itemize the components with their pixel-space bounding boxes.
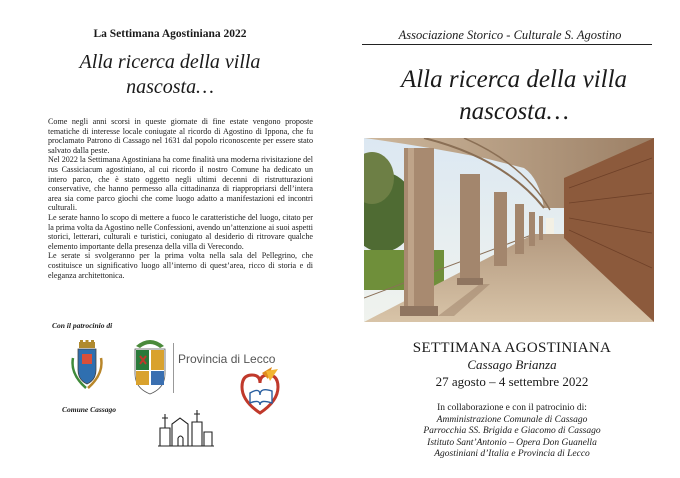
left-title-line2: nascosta… [126,76,214,98]
body-paragraph: Come negli anni scorsi in queste giornate di fine estate vengono proposte tematiche di interesse locale coniugate al ricordo di Agostino di Ippona, che fu proclamato Patrono di Cassago nel 1631 dal popolo riconoscente per essere stato salvato dalla peste. [48,117,313,155]
collab-line: Istituto Sant’Antonio – Opera Don Guanella [427,437,597,448]
right-title-line2: nascosta… [459,98,569,125]
right-title [364,64,664,128]
event-place: Cassago Brianza [467,357,557,372]
association-header: Associazione Storico - Culturale S. Agostino [398,28,622,42]
provincia-divider [173,343,174,393]
church-drawing-icon [156,408,216,448]
collab-line: Amministrazione Comunale di Cassago [436,414,588,425]
body-paragraph: Le serate si svolgeranno per la prima volta nella sala del Pellegrino, che costituisce un significativo luogo all’interno di quest’area, ricco di storia e di eleganza architettonica. [48,251,313,280]
event-dates: 27 agosto – 4 settembre 2022 [435,374,589,389]
patronage-label: Con il patrocinio di [52,321,113,330]
collab-line: Agostiniani d’Italia e Provincia di Lecco [434,449,590,459]
left-body-text [48,117,313,280]
body-paragraph: Le serate hanno lo scopo di mettere a fuoco le caratteristiche del luogo, citato per la prima volta da Agostino nelle Confessioni, avendo un’attenzione ai suoi aspetti storici, letterari, culturali e turistici, coniugato al desiderio di ritrovare qualche elemento importante della presenza della villa di Verecondo. [48,212,313,251]
event-title: SETTIMANA AGOSTINIANA [412,340,612,356]
colonnade-photo [364,138,654,322]
left-header: La Settimana Agostiniana 2022 [93,28,247,40]
provincia-label: Provincia di Lecco [178,352,276,366]
right-page [340,0,680,478]
collaboration-block [364,403,660,461]
collab-line: Parrocchia SS. Brigida e Giacomo di Cassago [423,426,601,436]
body-paragraph: Nel 2022 la Settimana Agostiniana ha come finalità una moderna rivisitazione del rus Cassiciacum agostiniano, al cui ricordo il nostro Comune ha dedicato un intero parco, che è stato oggetto negli ultimi decenni di ristrutturazioni conservative, che hanno permesso alla cittadinanza di riappropriarsi dell’intera area sia come parco giochi che come luogo adatto a manifestazioni ed incontri culturali. [48,155,313,213]
heart-book-logo-icon [232,367,288,419]
comune-label: Comune Cassago [62,405,116,414]
header-rule [362,44,652,45]
comune-cassago-crest-icon [68,340,106,392]
collab-intro: In collaborazione e con il patrocinio di: [437,403,587,413]
right-title-line1: Alla ricerca della villa [400,66,628,93]
left-title-line1: Alla ricerca della villa [79,51,261,73]
provincia-lecco-crest-icon [130,334,170,396]
left-title [0,50,340,100]
